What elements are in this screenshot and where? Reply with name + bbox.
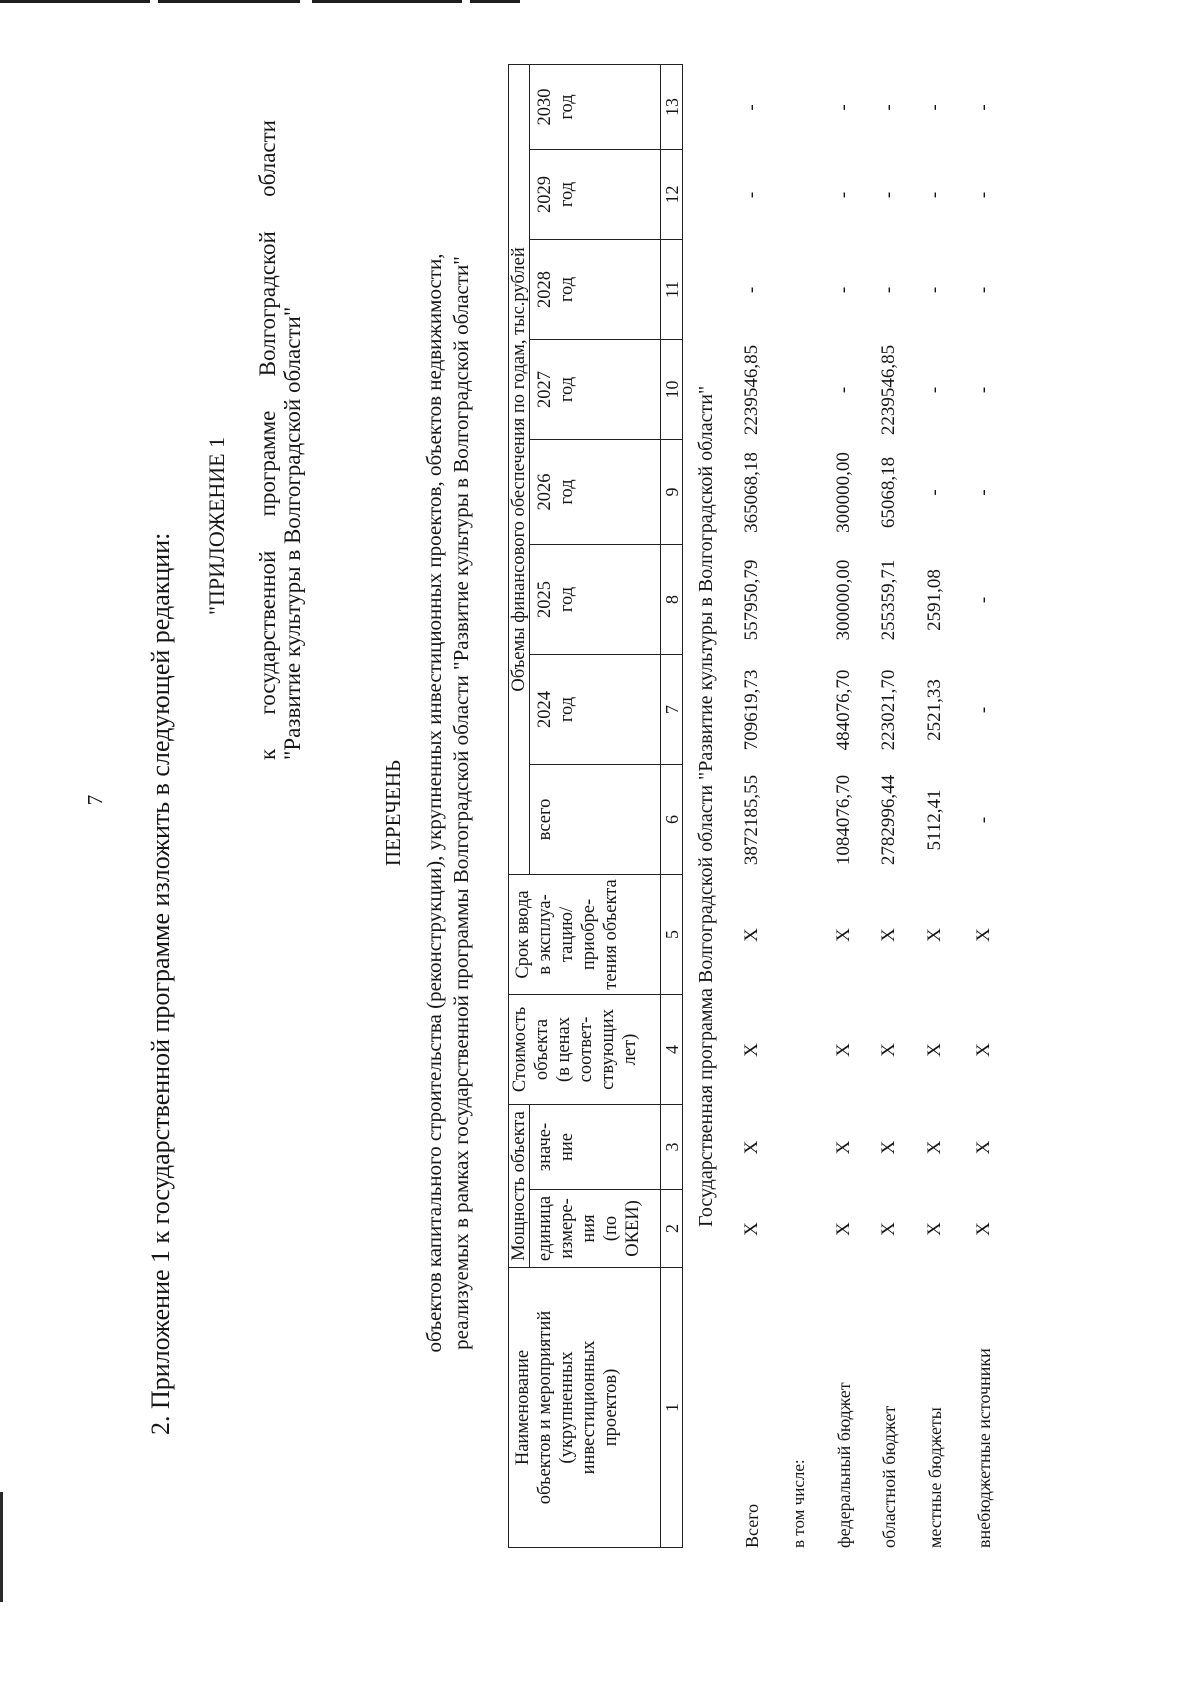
column-number: 5 [661, 874, 683, 994]
header-year: 2027 год [530, 339, 661, 439]
table-cell: 2782996,44 [878, 774, 899, 866]
row-label: областной бюджет [878, 1405, 899, 1548]
list-title [421, 198, 475, 1408]
table-cell: - [973, 104, 994, 111]
row-label: Всего [741, 1503, 762, 1548]
table-row-local-budgets [912, 65, 958, 1548]
table-cell [776, 655, 822, 765]
table-cell: 2239546,85 [878, 344, 899, 436]
header-name: Наименование объектов и мероприятий (укрупненных инвестиционных проектов) [509, 1268, 661, 1548]
amendment-instruction: 2. Приложение 1 к государственной программе изложить в следующей редакции: [146, 532, 175, 1435]
column-number: 9 [661, 439, 683, 544]
column-number: 8 [661, 544, 683, 654]
table-cell: - [833, 191, 854, 199]
table-cell: 300000,00 [833, 452, 854, 533]
table-cell: X [833, 928, 854, 942]
table-cell: - [973, 706, 994, 714]
table-cell: - [924, 286, 945, 294]
table-cell: 3872185,55 [741, 774, 762, 866]
table-row-extrabudgetary-sources [958, 65, 1010, 1548]
table-cell: - [741, 191, 762, 199]
table-cell: X [924, 1222, 945, 1236]
header-unit: единица измере- ния (по ОКЕИ) [530, 1190, 661, 1268]
table-cell [776, 240, 822, 340]
table-cell: X [924, 1043, 945, 1057]
table-cell [776, 1105, 822, 1190]
column-number: 2 [661, 1190, 683, 1268]
table-cell: - [833, 286, 854, 294]
header-year: 2028 год [530, 239, 661, 339]
table-row-federal-budget [822, 65, 866, 1548]
row-label: внебюджетные источники [973, 1348, 994, 1548]
header-year: 2029 год [530, 149, 661, 239]
table-cell: - [741, 286, 762, 294]
column-number: 1 [661, 1268, 683, 1548]
row-label: местные бюджеты [924, 1407, 945, 1548]
appendix-reference [255, 120, 305, 760]
table-cell: - [878, 286, 899, 294]
table-row-regional-budget [866, 65, 912, 1548]
table-cell: - [924, 104, 945, 111]
table-cell: X [924, 928, 945, 942]
table-cell: - [973, 489, 994, 496]
table-cell: 223021,70 [878, 669, 899, 751]
table-cell [776, 340, 822, 440]
table-cell: - [833, 104, 854, 111]
table-cell: 255359,71 [878, 559, 899, 641]
list-title-line: реализуемых в рамках государственной программы Волгоградской области "Развитие культуры в Волгоградской области" [449, 256, 473, 1350]
table-cell: 2239546,85 [741, 344, 762, 436]
table-cell [776, 765, 822, 875]
table-cell: 709619,73 [741, 669, 762, 751]
table-cell: 484076,70 [833, 669, 854, 751]
table-cell: - [973, 386, 994, 394]
table-cell [776, 150, 822, 240]
table-cell: X [924, 1140, 945, 1155]
table-cell: 5112,41 [924, 789, 945, 851]
header-year: 2025 год [530, 544, 661, 654]
table-cell: X [973, 928, 994, 942]
appendix-line: к государственной программе Волгоградской области [255, 120, 280, 760]
table-cell: 365068,18 [741, 452, 762, 533]
table-cell: - [924, 191, 945, 199]
table-cell: - [833, 386, 854, 394]
table-cell: - [878, 104, 899, 111]
row-label: федеральный бюджет [833, 1382, 854, 1548]
table-cell: X [833, 1222, 854, 1236]
objects-table-body [684, 65, 1010, 1548]
table-cell [776, 440, 822, 545]
list-title-line: объектов капитального строительства (реконструкции), укрупненных инвестиционных проектов, объектов недвижимости, [422, 253, 446, 1353]
list-heading: ПЕРЕЧЕНЬ [381, 759, 405, 867]
column-number: 12 [661, 149, 683, 239]
table-cell [776, 1190, 822, 1268]
header-value: значе- ние [530, 1104, 661, 1189]
table-cell: X [878, 928, 899, 942]
header-year: 2026 год [530, 439, 661, 544]
row-label: в том числе: [789, 1459, 808, 1548]
table-cell: 2521,33 [924, 679, 945, 741]
table-cell: - [973, 191, 994, 199]
table-cell: - [741, 104, 762, 111]
header-cost: Стоимость объекта (в ценах соответ- ствующих лет) [509, 994, 661, 1104]
table-cell: 557950,79 [741, 559, 762, 641]
table-cell: - [924, 386, 945, 394]
table-cell [776, 545, 822, 655]
column-number: 13 [661, 64, 683, 149]
table-cell: 2591,08 [924, 569, 945, 631]
page-number: 7 [83, 794, 107, 806]
table-row-total [728, 65, 776, 1548]
table-cell: X [741, 1140, 762, 1155]
table-cell: X [878, 1140, 899, 1155]
table-cell: X [878, 1222, 899, 1236]
column-number: 7 [661, 654, 683, 764]
table-cell: - [924, 489, 945, 496]
column-number: 4 [661, 994, 683, 1104]
column-numbers-row [661, 64, 683, 1547]
header-funding-group: Объемы финансового обеспечения по годам, тыс.рублей [509, 64, 530, 874]
table-row-including [776, 65, 822, 1548]
table-cell: X [973, 1043, 994, 1057]
table-cell: X [833, 1140, 854, 1155]
header-year: 2024 год [530, 654, 661, 764]
objects-table-header [508, 64, 683, 1548]
table-cell: - [973, 816, 994, 824]
table-cell: 65068,18 [878, 456, 899, 529]
table-cell: X [973, 1140, 994, 1155]
column-number: 10 [661, 339, 683, 439]
table-cell: 300000,00 [833, 559, 854, 641]
header-total: всего [530, 764, 661, 874]
appendix-heading: "ПРИЛОЖЕНИЕ 1 [204, 436, 229, 615]
table-cell: - [973, 596, 994, 604]
header-capacity-group: Мощность объекта [509, 1104, 530, 1267]
table-cell: X [833, 1043, 854, 1057]
table-cell: 1084076,70 [833, 774, 854, 866]
table-cell [776, 875, 822, 995]
program-title-row: Государственная программа Волгоградской области "Развитие культуры в Волгоградской области" [694, 385, 717, 1227]
column-number: 11 [661, 239, 683, 339]
table-cell [776, 65, 822, 150]
table-cell: - [973, 286, 994, 294]
header-year: 2030 год [530, 64, 661, 149]
column-number: 3 [661, 1104, 683, 1189]
header-commissioning-term: Срок ввода в эксплуа- тацию/ приобре- тения объекта [509, 874, 661, 994]
table-cell: X [973, 1222, 994, 1236]
table-cell [776, 995, 822, 1105]
table-cell: X [878, 1043, 899, 1057]
appendix-line: "Развитие культуры в Волгоградской области" [280, 306, 305, 760]
table-cell: X [741, 928, 762, 942]
column-number: 6 [661, 764, 683, 874]
table-cell: - [878, 191, 899, 199]
table-cell: X [741, 1222, 762, 1236]
table-cell: X [741, 1043, 762, 1057]
